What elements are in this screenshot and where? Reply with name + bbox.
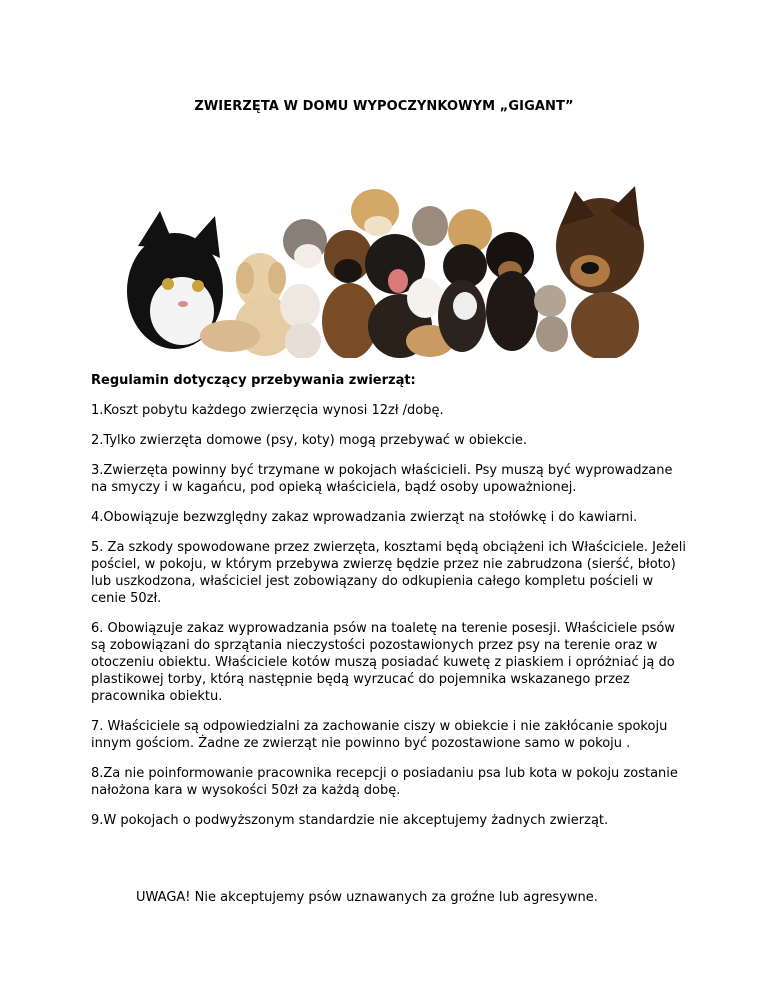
warning-note: UWAGA! Nie akceptujemy psów uznawanych za groźne lub agresywne.: [136, 890, 598, 905]
rule-item: 3.Zwierzęta powinny być trzymane w pokojach właścicieli. Psy muszą być wyprowadzane na smyczy i w kagańcu, pod opieką właściciela, bądź osoby upoważnionej.: [91, 463, 673, 495]
rules-heading: Regulamin dotyczący przebywania zwierząt:: [91, 373, 416, 388]
document-title: ZWIERZĘTA W DOMU WYPOCZYNKOWYM „GIGANT”: [194, 99, 574, 114]
rules-list: [91, 402, 691, 842]
rule-item: 7. Właściciele są odpowiedzialni za zachowanie ciszy w obiekcie i nie zakłócanie spokoju innym gościom. Żadne ze zwierząt nie powinno być pozostawione samo w pokoju .: [91, 719, 668, 751]
rule-item: 1.Koszt pobytu każdego zwierzęcia wynosi 12zł /dobę.: [91, 403, 444, 418]
pets-group-photo-icon: [120, 186, 645, 358]
rule-item: 2.Tylko zwierzęta domowe (psy, koty) mogą przebywać w obiekcie.: [91, 433, 528, 448]
rule-item: 8.Za nie poinformowanie pracownika recepcji o posiadaniu psa lub kota w pokoju zostanie nałożona kara w wysokości 50zł za każdą dobę.: [91, 766, 678, 798]
rule-item: 6. Obowiązuje zakaz wyprowadzania psów na toaletę na terenie posesji. Właściciele psów są zobowiązani do sprzątania nieczystości pozostawionych przez psy na terenie oraz w otoczeniu obiektu. Właściciele kotów muszą posiadać kuwetę z piaskiem i opróżniać ją do plastikowej torby, którą następnie będą wyrzucać do pojemnika wskazanego przez pracownika obiektu.: [91, 621, 675, 704]
rule-item: 5. Za szkody spowodowane przez zwierzęta, kosztami będą obciążeni ich Właściciele. Jeżeli pościel, w pokoju, w którym przebywa zwierzę będzie przez nie zabrudzona (sierść, błoto) lub uszkodzona, właściciel jest zobowiązany do odkupienia całego kompletu pościeli w cenie 50zł.: [91, 540, 687, 606]
rule-item: 9.W pokojach o podwyższonym standardzie nie akceptujemy żadnych zwierząt.: [91, 813, 609, 828]
rule-item: 4.Obowiązuje bezwzględny zakaz wprowadzania zwierząt na stołówkę i do kawiarni.: [91, 510, 638, 525]
